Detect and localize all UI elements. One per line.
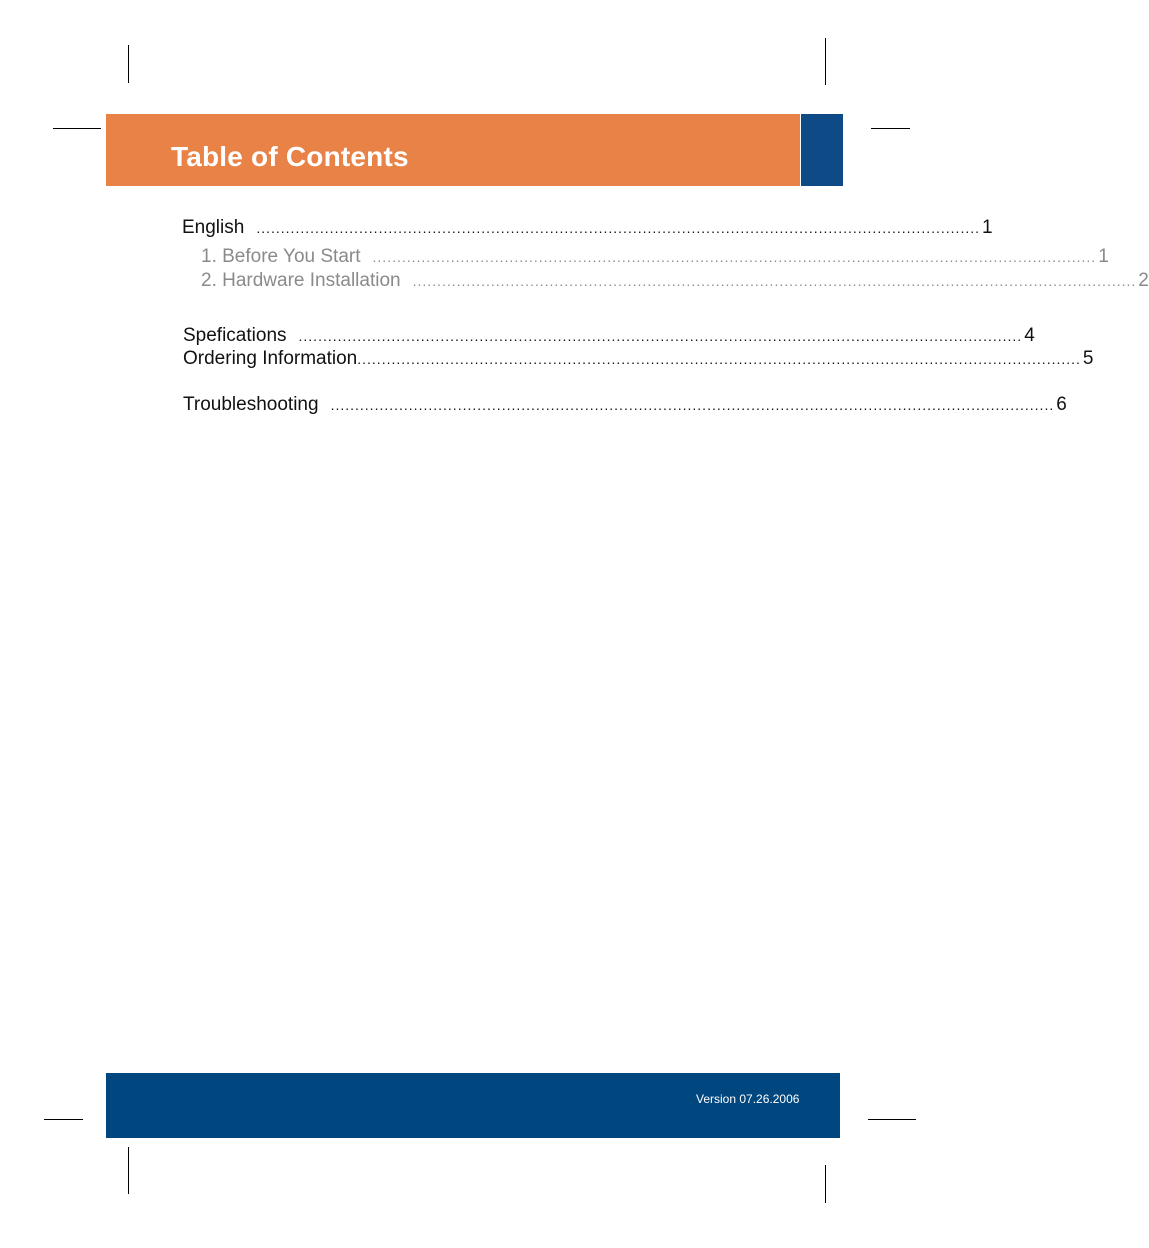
toc-leader-dots: ....................................................................................................................................................: [412, 273, 1137, 289]
toc-entry-hardware-installation[interactable]: [201, 269, 1149, 293]
crop-mark-bottom-left-horizontal: [44, 1119, 83, 1120]
toc-entry-label: Spefications: [183, 325, 287, 346]
toc-leader-dots: ....................................................................................................................................................: [357, 351, 1081, 367]
toc-entry-label: 1. Before You Start: [201, 246, 361, 267]
toc-entry-troubleshooting[interactable]: [183, 393, 1067, 417]
crop-mark-top-right-horizontal: [871, 128, 910, 129]
toc-leader-dots: ....................................................................................................................................................: [372, 249, 1097, 265]
toc-entry-specifications[interactable]: [183, 324, 1035, 348]
toc-page-number: 6: [1056, 394, 1067, 415]
crop-mark-bottom-left-vertical: [128, 1147, 129, 1194]
toc-leader-dots: ....................................................................................................................................................: [330, 397, 1055, 413]
toc-page-number: 2: [1138, 270, 1149, 291]
toc-entry-before-you-start[interactable]: [201, 245, 1109, 269]
crop-mark-bottom-right-horizontal: [868, 1119, 916, 1120]
toc-leader-dots: ....................................................................................................................................................: [256, 220, 980, 236]
toc-entry-label: Troubleshooting: [183, 394, 319, 415]
crop-mark-top-left-vertical: [128, 45, 129, 83]
toc-entry-label: English: [182, 217, 245, 238]
toc-entry-label: 2. Hardware Installation: [201, 270, 401, 291]
crop-mark-top-left-horizontal: [53, 128, 101, 129]
crop-mark-bottom-right-vertical: [825, 1165, 826, 1203]
toc-page-number: 1: [1098, 246, 1109, 267]
crop-mark-top-right-vertical: [825, 38, 826, 85]
toc-entry-english[interactable]: [182, 216, 993, 240]
version-label: Version 07.26.2006: [696, 1092, 800, 1106]
toc-page-number: 4: [1024, 325, 1035, 346]
toc-entry-label: Ordering Information: [183, 348, 358, 369]
toc-leader-dots: ....................................................................................................................................................: [298, 328, 1023, 344]
toc-page-number: 1: [982, 217, 993, 238]
toc-entry-ordering-information[interactable]: [183, 347, 1094, 371]
toc-page-number: 5: [1082, 348, 1094, 369]
header-accent-block: [801, 114, 843, 186]
page-title: Table of Contents: [171, 141, 409, 172]
